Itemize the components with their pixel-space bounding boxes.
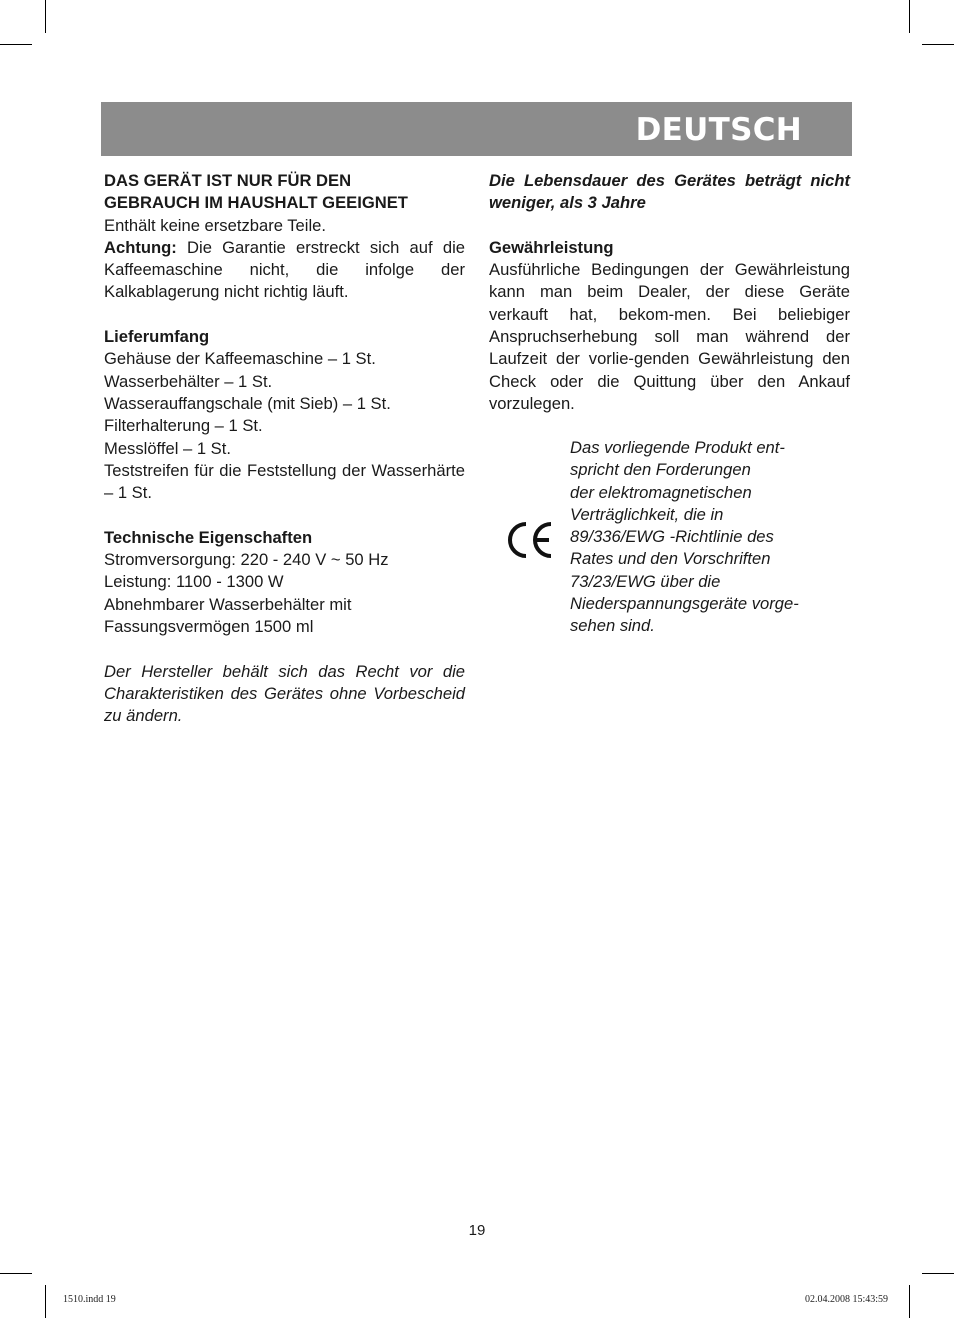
left-column: [104, 170, 465, 727]
crop-mark: [45, 1285, 46, 1318]
lifetime-note: Die Lebensdauer des Gerätes beträgt nicht weniger, als 3 Jahre: [489, 171, 850, 213]
household-heading-line-1: DAS GERÄT IST NUR FÜR DEN: [104, 171, 352, 190]
ce-text-line: sehen sind.: [570, 616, 655, 636]
delivery-heading: Lieferumfang: [104, 327, 210, 347]
delivery-item: Wasserbehälter – 1 St.: [104, 371, 273, 391]
spec-item: Leistung: 1100 - 1300 W: [104, 572, 284, 592]
file-info: 1510.indd 19: [63, 1294, 116, 1305]
crop-mark: [909, 1285, 910, 1318]
delivery-item: Wasserauffangschale (mit Sieb) – 1 St.: [104, 393, 391, 413]
warning-label: Achtung:: [104, 237, 177, 257]
manufacturer-note: Der Hersteller behält sich das Recht vor die Charakteristiken des Gerätes ohne Vorbescheid zu ändern.: [104, 661, 465, 726]
language-header-bar: [101, 102, 852, 156]
right-column: [489, 170, 850, 415]
crop-mark: [922, 1273, 954, 1274]
delivery-item: Messlöffel – 1 St.: [104, 438, 231, 458]
delivery-item: Teststreifen für die Feststellung der Wasserhärte – 1 St.: [104, 460, 465, 503]
ce-text-line: Niederspannungsgeräte vorge-: [570, 594, 799, 614]
ce-text-line: der elektromagnetischen: [570, 482, 752, 502]
ce-text-line: Rates und den Vorschriften: [570, 549, 771, 569]
household-heading-line-2: GEBRAUCH IM HAUSHALT GEEIGNET: [104, 193, 408, 213]
ce-text-line: spricht den Forderungen: [570, 460, 751, 480]
print-timestamp: 02.04.2008 15:43:59: [804, 1294, 888, 1305]
delivery-item: Filterhalterung – 1 St.: [104, 416, 263, 436]
warranty-heading: Gewährleistung: [489, 237, 614, 257]
delivery-item: Gehäuse der Kaffeemaschine – 1 St.: [104, 349, 376, 369]
ce-text-line: Das vorliegende Produkt ent-: [570, 438, 785, 457]
page-number: 19: [468, 1222, 486, 1239]
ce-text-line: 73/23/EWG über die: [570, 571, 721, 591]
crop-mark: [922, 44, 954, 45]
ce-conformity-text: [570, 437, 860, 638]
spec-item: Stromversorgung: 220 - 240 V ~ 50 Hz: [104, 550, 389, 570]
spec-item: Abnehmbarer Wasserbehälter mit: [104, 594, 352, 614]
crop-mark: [45, 0, 46, 33]
ce-text-line: Verträglichkeit, die in: [570, 504, 724, 524]
crop-mark: [0, 44, 32, 45]
crop-mark: [0, 1273, 32, 1274]
no-replaceable-parts-text: Enthält keine ersetzbare Teile.: [104, 215, 326, 235]
ce-mark-icon: [505, 520, 555, 560]
crop-mark: [909, 0, 910, 33]
specs-heading: Technische Eigenschaften: [104, 527, 313, 547]
language-title: DEUTSCH: [635, 112, 802, 148]
warning-text: Die Garantie erstreckt sich auf die Kaffeemaschine nicht, die infolge der Kalkablagerung nicht richtig läuft.: [104, 237, 465, 302]
ce-text-line: 89/336/EWG -Richtlinie des: [570, 527, 774, 547]
spec-item: Fassungsvermögen 1500 ml: [104, 616, 314, 636]
warning-paragraph: [104, 237, 465, 304]
warranty-text: Ausführliche Bedingungen der Gewährleistung kann man beim Dealer, der diese Geräte verkauft hat, bekom-men. Bei beliebiger Anspruchserhebung soll man während der Laufzeit der vorlie-genden Gewährleistung den Check oder die Quittung über den Ankauf vorzulegen.: [489, 260, 850, 413]
